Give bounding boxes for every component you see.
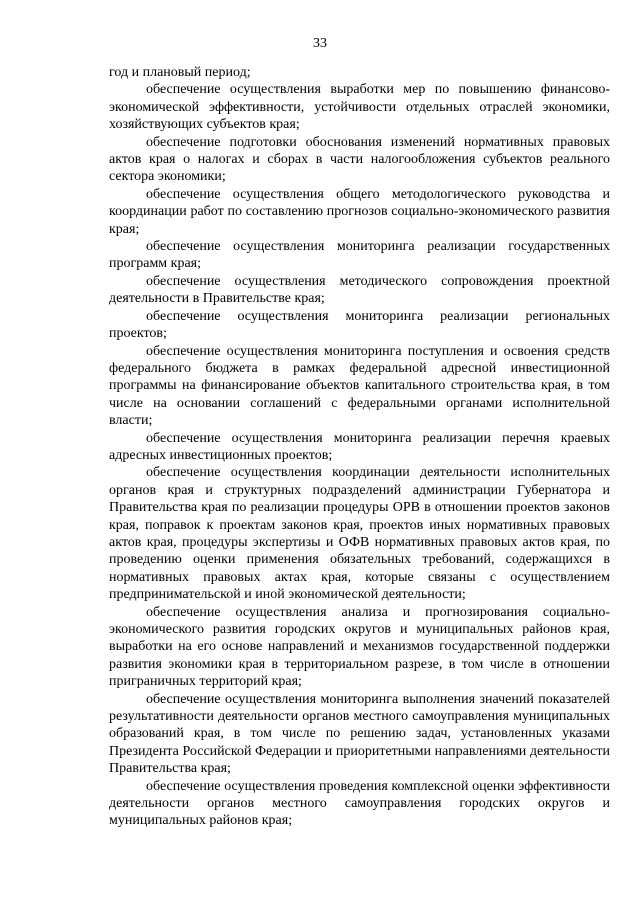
paragraph: обеспечение осуществления методического сопровождения проектной деятельности в Правительстве края; xyxy=(109,273,610,307)
document-body xyxy=(109,64,610,830)
paragraph: обеспечение осуществления анализа и прогнозирования социально-экономического развития городских округов и муниципальных районов края, выработки на его основе направлений и механизмов государственной поддержки развития экономики края в территориальном разрезе, в том числе в отношении приграничных территорий края; xyxy=(109,604,610,690)
page-number: 33 xyxy=(313,36,327,51)
paragraph: обеспечение осуществления мониторинга реализации перечня краевых адресных инвестиционных проектов; xyxy=(109,430,610,463)
paragraph: обеспечение осуществления мониторинга поступления и освоения средств федерального бюджета в рамках федеральной адресной инвестиционной программы на финансирование объектов капитального строительства края, в том числе на основании соглашений с федеральными органами исполнительной власти; xyxy=(109,343,610,429)
paragraph: обеспечение осуществления выработки мер по повышению финансово-экономической эффективности, устойчивости отдельных отраслей экономики, хозяйствующих субъектов края; xyxy=(109,82,610,133)
paragraph: обеспечение осуществления общего методологического руководства и координации работ по составлению прогнозов социально-экономического развития края; xyxy=(109,186,610,237)
paragraph: обеспечение осуществления координации деятельности исполнительных органов края и структурных подразделений администрации Губернатора и Правительства края по реализации процедуры ОРВ в отношении проектов законов края, поправок к проектам законов края, проектов иных нормативных правовых актов края, процедуры экспертизы и ОФВ нормативных правовых актов края, по проведению оценки применения обязательных требований, содержащихся в нормативных правовых актах края, которые связаны с осуществлением предпринимательской и иной экономической деятельности; xyxy=(109,465,610,603)
paragraph: обеспечение осуществления мониторинга реализации государственных программ края; xyxy=(109,239,610,272)
paragraph-continuation: год и плановый период; xyxy=(109,65,251,80)
paragraph: обеспечение осуществления мониторинга реализации региональных проектов; xyxy=(109,308,610,342)
paragraph: обеспечение осуществления мониторинга выполнения значений показателей результативности деятельности органов местного самоуправления муниципальных образований края, в том числе по решению задач, установленных указами Президента Российской Федерации и приоритетными направлениями деятельности Правительства края; xyxy=(109,691,610,777)
paragraph: обеспечение подготовки обоснования изменений нормативных правовых актов края о налогах и сборах в части налогообложения субъектов реального сектора экономики; xyxy=(109,134,610,185)
paragraph: обеспечение осуществления проведения комплексной оценки эффективности деятельности органов местного самоуправления городских округов и муниципальных районов края; xyxy=(109,778,610,829)
